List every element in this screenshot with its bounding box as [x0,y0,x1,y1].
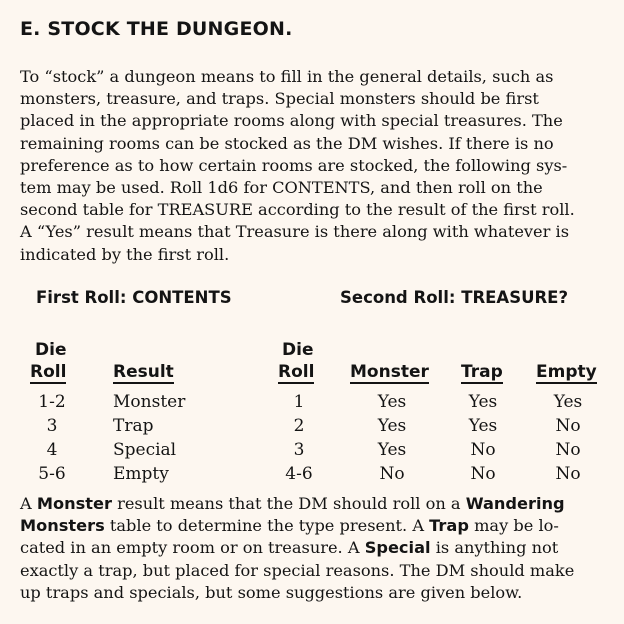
intro-line: tem may be used. Roll 1d6 for CONTENTS, and then roll on the [20,178,543,198]
second-row-monster: Yes [377,440,407,460]
second-row-empty: Yes [553,392,583,412]
outro-paragraph [20,493,610,604]
outro-line [20,515,610,537]
first-row-roll: 3 [46,416,58,436]
intro-line: monsters, treasure, and traps. Special monsters should be first [20,89,539,109]
first-row-result: Monster [113,392,186,412]
intro-paragraph [20,66,610,266]
intro-line: To “stock” a dungeon means to fill in the general details, such as [20,67,554,86]
first-header-roll: Roll [30,362,67,382]
intro-line: second table for TREASURE according to the result of the first roll. [20,200,575,220]
first-row-roll: 1-2 [38,392,66,412]
second-row-monster: No [379,464,405,484]
second-row-empty: No [555,464,581,484]
outro-line [20,493,610,515]
bold-term-monsters: Monsters [20,516,105,536]
first-row-roll: 4 [46,440,58,460]
second-row-roll: 4-6 [285,464,313,484]
second-row-trap: No [470,464,496,484]
first-roll-title: First Roll: CONTENTS [36,288,232,307]
outro-line: exactly a trap, but placed for special reasons. The DM should make [20,560,575,580]
second-row-monster: Yes [377,392,407,412]
first-row-result: Trap [113,416,154,436]
intro-line: preference as to how certain rooms are stocked, the following sys- [20,155,568,175]
second-row-empty: No [555,416,581,436]
second-row-trap: Yes [468,416,498,436]
first-row-result: Special [113,440,177,460]
second-row-roll: 1 [293,392,305,412]
text-run: result means that the DM should roll on a [111,494,466,513]
second-header-die: Die [282,340,314,360]
bold-term-monster: Monster [36,494,112,513]
second-header-roll: Roll [278,362,315,382]
first-row-roll: 5-6 [38,464,66,484]
second-row-empty: No [555,440,581,460]
first-header-result: Result [113,362,174,382]
bold-term-wandering: Wandering [465,494,565,513]
intro-line: placed in the appropriate rooms along with special treasures. The [20,111,563,131]
bold-term-special: Special [364,538,431,558]
intro-line: remaining rooms can be stocked as the DM wishes. If there is no [20,133,554,153]
text-run: A [20,494,37,513]
second-row-roll: 2 [293,416,305,436]
second-header-monster: Monster [350,362,429,382]
second-row-trap: Yes [468,392,498,412]
intro-line: indicated by the first roll. [20,244,230,264]
intro-line: A “Yes” result means that Treasure is there along with whatever is [20,222,570,242]
section-heading: E. STOCK THE DUNGEON. [20,18,293,40]
second-row-monster: Yes [377,416,407,436]
second-header-empty: Empty [536,362,597,382]
first-header-die: Die [35,340,67,360]
first-row-result: Empty [113,464,169,484]
outro-line: up traps and specials, but some suggestions are given below. [20,582,523,602]
outro-line [20,537,610,559]
text-run: may be lo- [468,516,559,536]
text-run: cated in an empty room or on treasure. A [20,538,365,558]
second-roll-title: Second Roll: TREASURE? [340,288,569,307]
text-run: table to determine the type present. A [104,516,430,536]
second-row-roll: 3 [293,440,305,460]
text-run: is anything not [430,538,559,558]
bold-term-trap: Trap [429,516,469,536]
second-header-trap: Trap [461,362,503,382]
second-row-trap: No [470,440,496,460]
